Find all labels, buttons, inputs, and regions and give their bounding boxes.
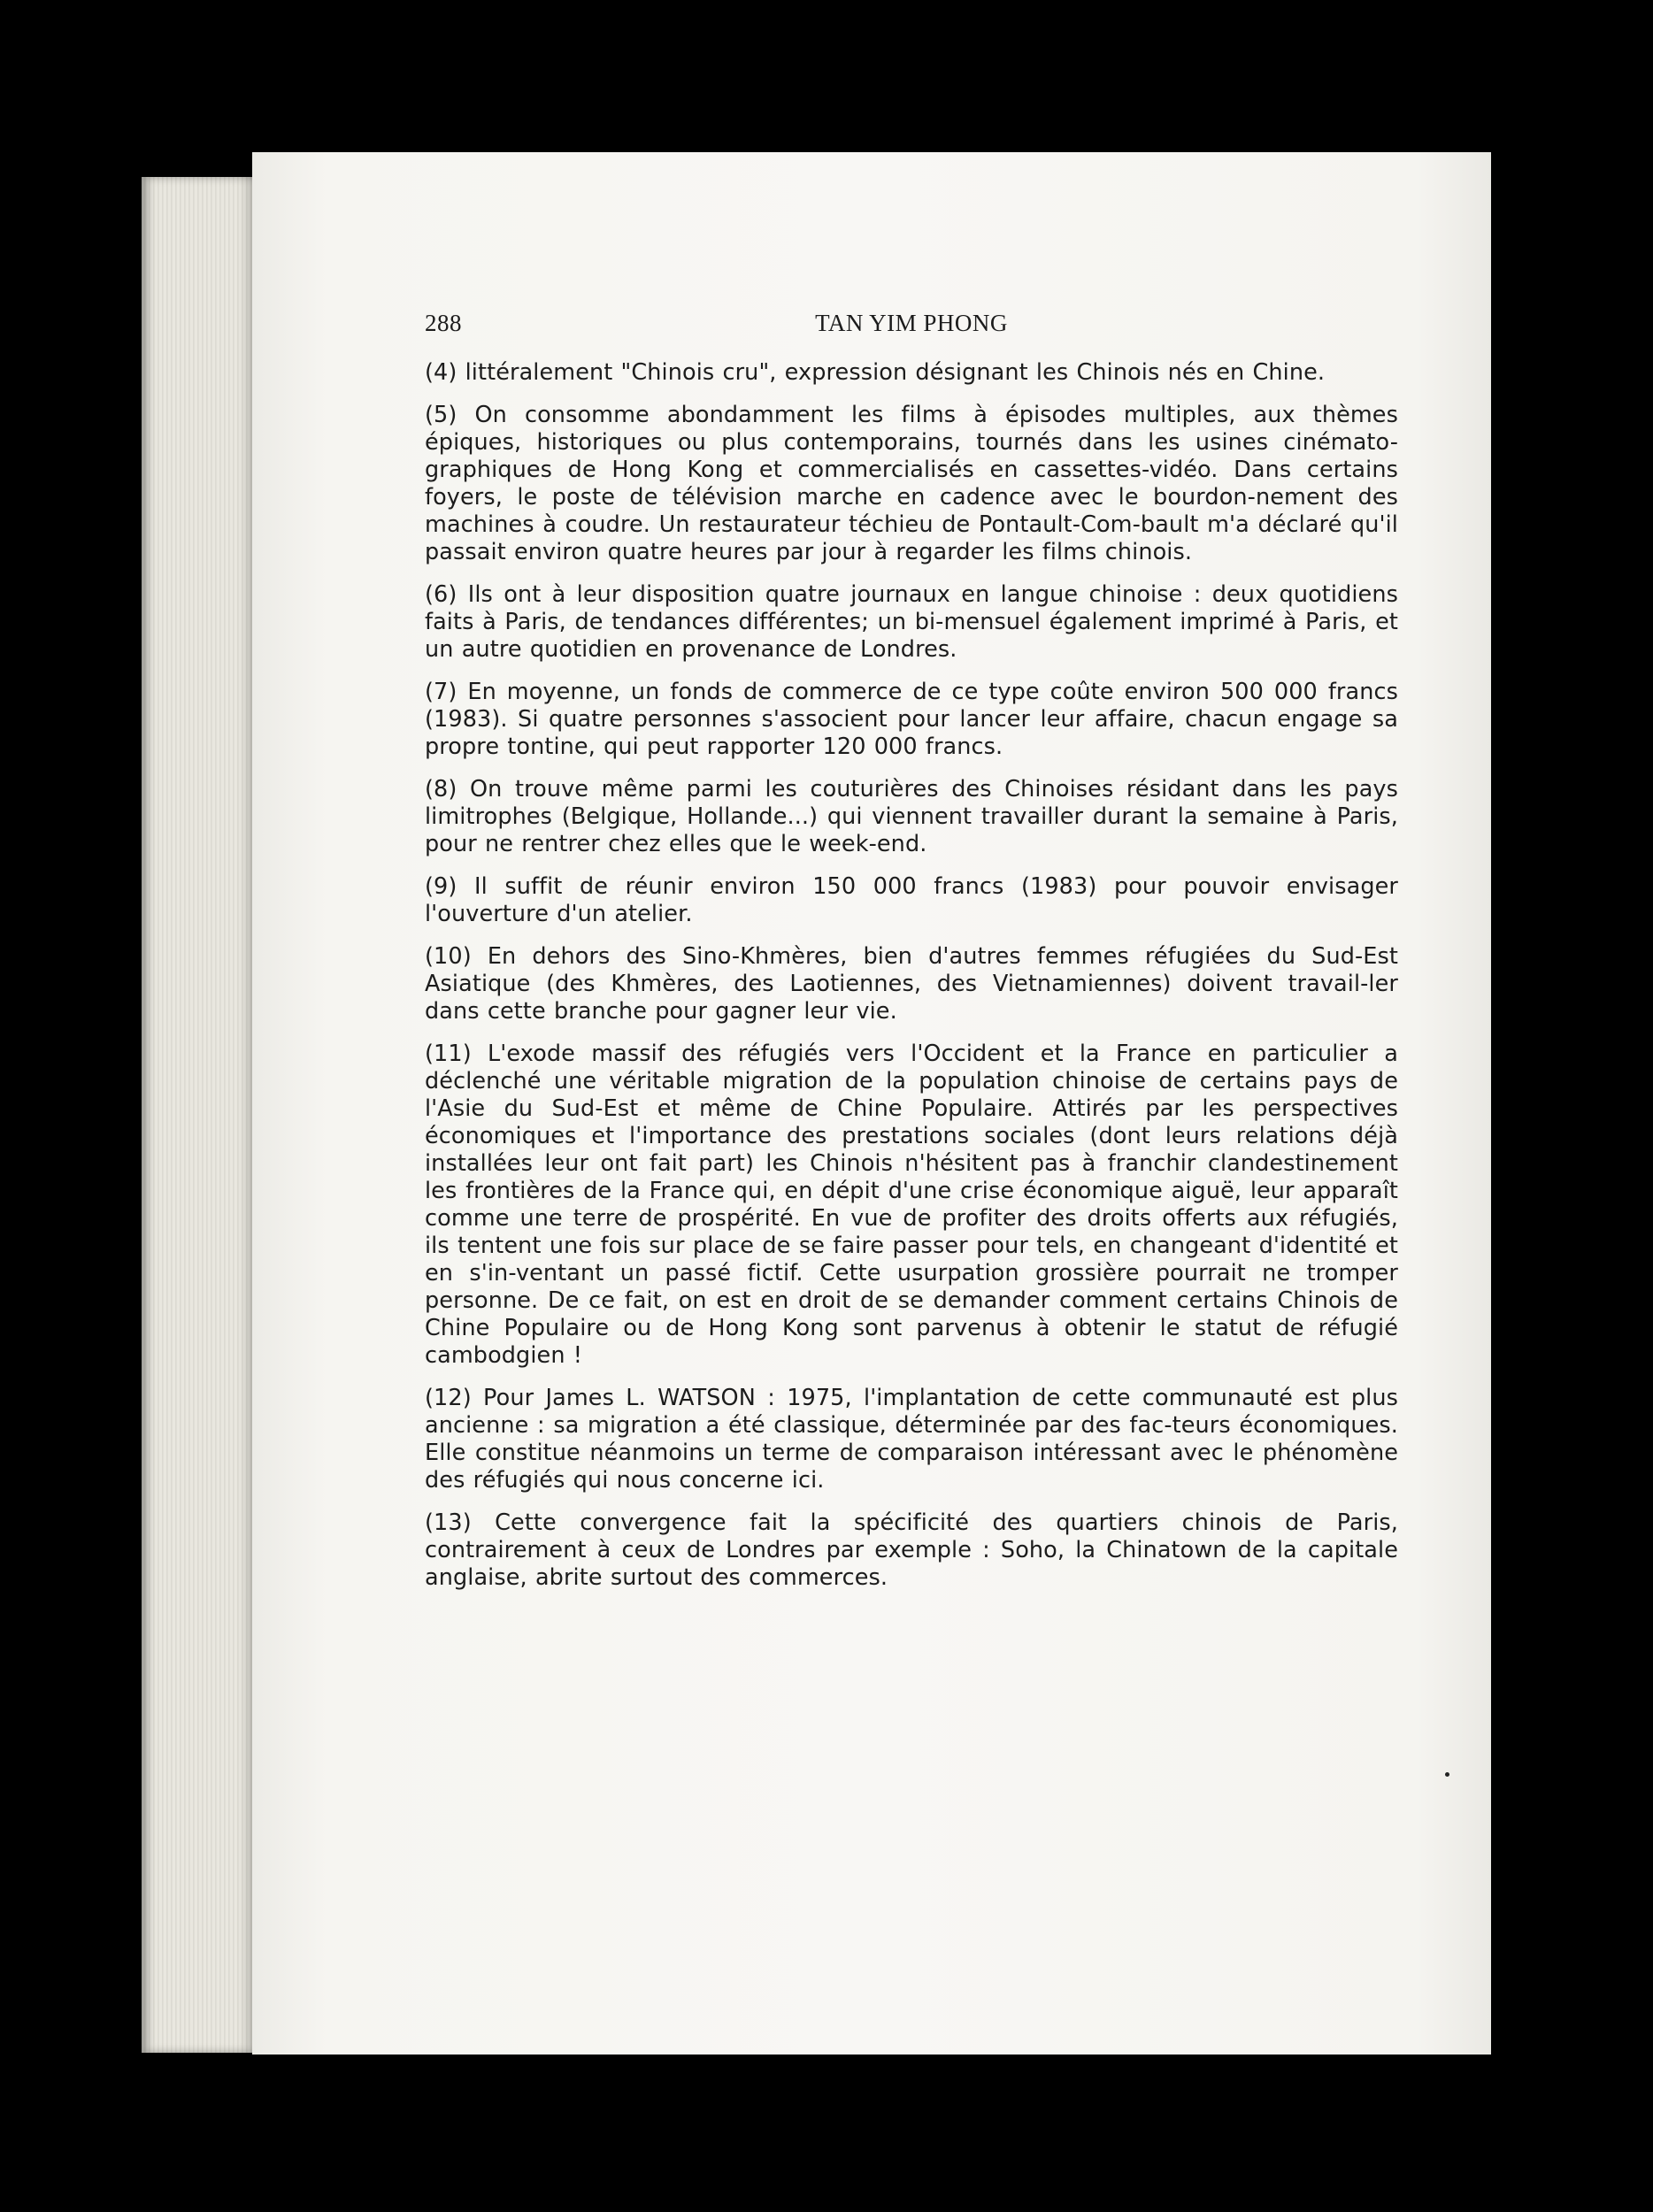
- footnote-8: (8) On trouve même parmi les couturières des Chinoises résidant dans les pays limitrophes (Belgique, Hollande...) qui viennent travailler durant la semaine à Paris, pour ne rentrer chez elles que le week-end.: [425, 776, 1398, 857]
- footnote-10: (10) En dehors des Sino-Khmères, bien d'autres femmes réfugiées du Sud-Est Asiatique (des Khmères, des Laotiennes, des Vietnamiennes) doivent travail-ler dans cette branche pour gagner leur vie.: [425, 943, 1398, 1025]
- running-head: [425, 310, 1398, 345]
- footnote-12: (12) Pour James L. WATSON : 1975, l'implantation de cette communauté est plus ancienne : sa migration a été classique, déterminée par des fac-teurs économiques. Elle constitue néanmoins un terme de comparaison intéressant avec le phénomène des réfugiés qui nous concerne ici.: [425, 1385, 1398, 1494]
- running-head-author: TAN YIM PHONG: [815, 310, 1008, 336]
- footnote-7: (7) En moyenne, un fonds de commerce de ce type coûte environ 500 000 francs (1983). Si quatre personnes s'associent pour lancer leur affaire, chacun engage sa propre tontine, qui peut rapporter 120 000 francs.: [425, 679, 1398, 760]
- page-number: 288: [425, 310, 462, 336]
- page-content: [425, 310, 1398, 1607]
- footnote-6: (6) Ils ont à leur disposition quatre journaux en langue chinoise : deux quotidiens faits à Paris, de tendances différentes; un bi-mensuel également imprimé à Paris, et un autre quotidien en provenance de Londres.: [425, 581, 1398, 663]
- footnote-4: (4) littéralement "Chinois cru", expression désignant les Chinois nés en Chine.: [425, 359, 1326, 386]
- speck: [1445, 1772, 1449, 1777]
- footnote-13: (13) Cette convergence fait la spécificité des quartiers chinois de Paris, contrairement à ceux de Londres par exemple : Soho, la Chinatown de la capitale anglaise, abrite surtout des commerces.: [425, 1509, 1398, 1591]
- footnote-9: (9) Il suffit de réunir environ 150 000 francs (1983) pour pouvoir envisager l'ouverture d'un atelier.: [425, 873, 1398, 927]
- book-page: [252, 152, 1491, 2055]
- footnote-5: (5) On consomme abondamment les films à épisodes multiples, aux thèmes épiques, historiques ou plus contemporains, tournés dans les usines cinémato-graphiques de Hong Kong et commercialisés en cassettes-vidéo. Dans certains foyers, le poste de télévision marche en cadence avec le bourdon-nement des machines à coudre. Un restaurateur téchieu de Pontault-Com-bault m'a déclaré qu'il passait environ quatre heures par jour à regarder les films chinois.: [425, 402, 1398, 565]
- footnote-11: (11) L'exode massif des réfugiés vers l'Occident et la France en particulier a déclenché une véritable migration de la population chinoise de certains pays de l'Asie du Sud-Est et même de Chine Populaire. Attirés par les perspectives économiques et l'importance des prestations sociales (dont leurs relations déjà installées leur ont fait part) les Chinois n'hésitent pas à franchir clandestinement les frontières de la France qui, en dépit d'une crise économique aiguë, leur apparaît comme une terre de prospérité. En vue de profiter des droits offerts aux réfugiés, ils tentent une fois sur place de se faire passer pour tels, en changeant d'identité et en s'in-ventant un passé fictif. Cette usurpation grossière pourrait ne tromper personne. De ce fait, on est en droit de se demander comment certains Chinois de Chine Populaire ou de Hong Kong sont parvenus à obtenir le statut de réfugié cambodgien !: [425, 1041, 1398, 1369]
